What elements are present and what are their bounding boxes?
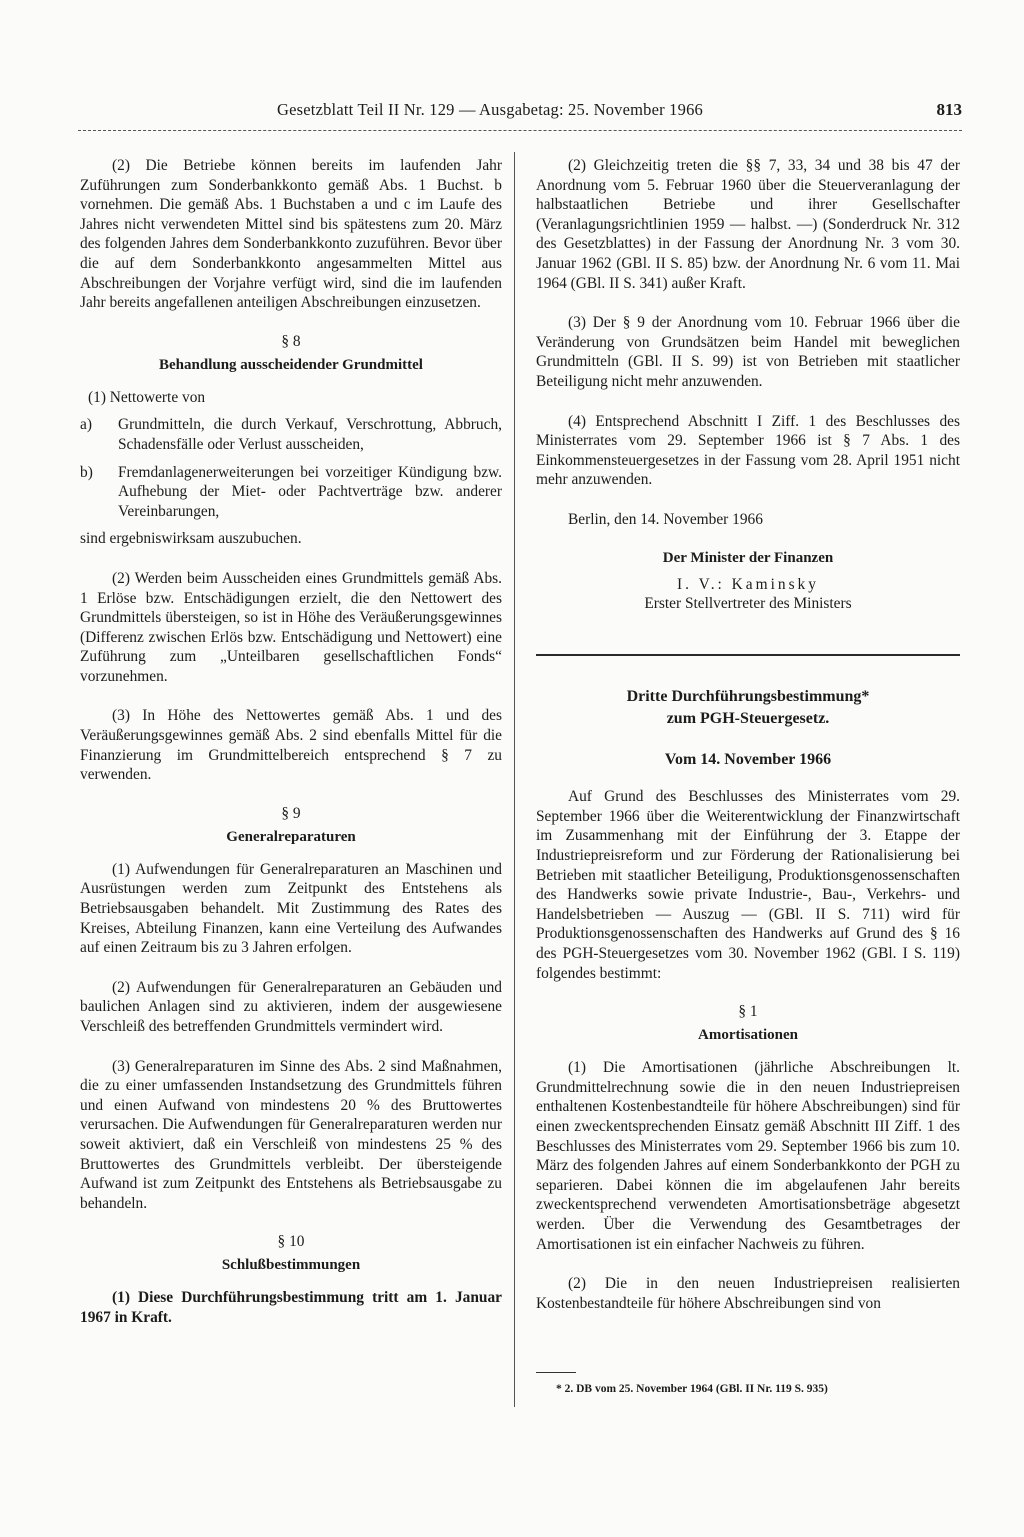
- section-9-title: Generalreparaturen: [226, 828, 356, 845]
- section-8-1-intro: (1) Nettowerte von: [88, 388, 206, 406]
- preamble: Auf Grund des Beschlusses des Ministerrates vom 29. September 1966 über die Weiterentwicklung der Finanzwirtschaft im Zusammenhang mit der Einführung der 3. Etappe der Industriepreisreform und zur Förderung der Rationalisierung bei Betrieben mit staatlicher Beteiligung, Produktionsgenossenschaften des Handwerks sowie private Industrie-, Bau-, Verkehrs- und Handelsbetrieben — Auszug — (GBl. II S. 711) wird für Produktionsgenossenschaften des Handwerks auf Grund des § 16 des PGH-Steuergesetzes vom 30. November 1962 (GBl. I S. 119) folgendes bestimmt:: [536, 788, 960, 982]
- section-8-title: Behandlung ausscheidender Grundmittel: [159, 356, 423, 373]
- paragraph-7-2: (2) Die Betriebe können bereits im laufenden Jahr Zuführungen zum Sonderbankkonto gemäß Abs. 1 Buchst. b vornehmen. Die gemäß Abs. 1 Buchstaben a und c im Laufe des Jahres nicht verwendeten Mittel sind bis spätestens zum 20. März des folgenden Jahres dem Sonderbankkonto zuzuführen. Bevor über die auf dem Sonderbankkonto angesammelten Mittel aus Abschreibungen der Vorjahre verfügt wird, sind die im laufenden Jahr bereits angefallenen anteiligen Abschreibungen einzusetzen.: [80, 157, 502, 312]
- section-8-sign: § 8: [281, 332, 301, 350]
- section-1-title: Amortisationen: [698, 1027, 798, 1044]
- section-8-2: (2) Werden beim Ausscheiden eines Grundmittels gemäß Abs. 1 Erlöse bzw. Entschädigungen erzielt, die den Nettowert des Grundmittels übersteigen, so ist in Höhe des Veräußerungsgewinnes (Differenz zwischen Erlös bzw. Entschädigung und Nettowert) eine Zuführung zum „Unteilbaren gesellschaftlichen Fonds“ vorzunehmen.: [80, 569, 502, 685]
- section-8-3: (3) In Höhe des Nettowertes gemäß Abs. 1 und des Veräußerungsgewinnes gemäß Abs. 2 sind ebenfalls Mittel für die Finanzierung im Grundmittelbereich entsprechend § 7 zu verwenden.: [80, 707, 502, 784]
- section-10-title: Schlußbestimmungen: [221, 1257, 361, 1274]
- section-8-1-outro: sind ergebniswirksam auszubuchen.: [80, 530, 302, 548]
- section-10-4: (4) Entsprechend Abschnitt I Ziff. 1 des Beschlusses des Ministerrates vom 29. September 1966 ist § 7 Abs. 1 des Einkommensteuergesetzes in der Fassung vom 28. April 1951 nicht mehr anzuwenden.: [536, 412, 960, 489]
- footnote-rule: [536, 1372, 576, 1373]
- list-text-b: Fremdanlagenerweiterungen bei vorzeitiger Kündigung bzw. Aufhebung der Miet- oder Pachtverträge bzw. anderer Vereinbarungen,: [118, 463, 502, 520]
- document-date: Vom 14. November 1966: [664, 750, 832, 768]
- section-10-sign: § 10: [277, 1233, 305, 1251]
- document-title-line-1: Dritte Durchführungsbestimmung*: [626, 687, 870, 705]
- signatory-title: Der Minister der Finanzen: [662, 549, 834, 566]
- right-column: [536, 156, 960, 1333]
- section-1-2: (2) Die in den neuen Industriepreisen realisierten Kostenbestandteile für höhere Abschreibungen sind von: [536, 1275, 960, 1312]
- section-1-sign: § 1: [738, 1003, 758, 1021]
- section-8-1-a: [80, 415, 502, 454]
- place-date: Berlin, den 14. November 1966: [568, 510, 763, 528]
- section-9-2: (2) Aufwendungen für Generalreparaturen an Gebäuden und baulichen Anlagen sind zu aktivieren, indem der ausgewiesene Verschleiß des betreffenden Grundmittels vermindert wird.: [80, 978, 502, 1035]
- document-title-line-2: zum PGH-Steuergesetz.: [666, 709, 830, 727]
- section-10-1: (1) Diese Durchführungsbestimmung tritt am 1. Januar 1967 in Kraft.: [80, 1289, 502, 1326]
- section-8-1-b: [80, 463, 502, 522]
- section-9-1: (1) Aufwendungen für Generalreparaturen an Maschinen und Ausrüstungen werden zum Zeitpunkt des Entstehens als Betriebsausgaben behandelt. Mit Zustimmung des Rates des Kreises, Abteilung Finanzen, kann eine Verteilung des Aufwandes auf einen Zeitraum bis zu 3 Jahren erfolgen.: [80, 860, 502, 957]
- page-number: 813: [936, 100, 962, 119]
- list-marker-b: b): [80, 463, 93, 481]
- column-divider: [514, 152, 515, 1407]
- signatory-role: Erster Stellvertreter des Ministers: [644, 595, 852, 613]
- section-9-sign: § 9: [281, 804, 301, 822]
- list-marker-a: a): [80, 416, 92, 434]
- section-10-3: (3) Der § 9 der Anordnung vom 10. Februar 1966 über die Veränderung von Grundsätzen beim Handel mit beweglichen Grundmitteln (GBl. II S. 99) ist von Betrieben mit staatlicher Beteiligung nicht mehr anzuwenden.: [536, 314, 960, 390]
- signatory-name: I. V.: Kaminsky: [677, 575, 819, 593]
- section-10-2: (2) Gleichzeitig treten die §§ 7, 33, 34 und 38 bis 47 der Anordnung vom 5. Februar 1960 über die Steuerveranlagung der halbstaatlichen Betriebe und ihrer Gesellschafter (Veranlagungsrichtlinien 1959 — halbst. —) (Sonderdruck Nr. 312 des Gesetzblattes) in der Fassung der Anordnung Nr. 3 vom 30. Januar 1962 (GBl. II S. 85) bzw. der Anordnung Nr. 6 vom 11. Mai 1964 (GBl. II S. 341) außer Kraft.: [536, 157, 960, 292]
- section-9-3: (3) Generalreparaturen im Sinne des Abs. 2 sind Maßnahmen, die zu einer umfassenden Instandsetzung des Grundmittels führen und einen Aufwand von mindestens 20 % des Bruttowertes verursachen. Die Aufwendungen für Generalreparaturen werden nur soweit aktiviert, daß ein Verschleiß von mindestens 25 % des Bruttowertes des Grundmittels verbleibt. Der übersteigende Aufwand ist zum Zeitpunkt des Entstehens als Betriebsausgabe zu behandeln.: [80, 1057, 502, 1212]
- section-1-1: (1) Die Amortisationen (jährliche Abschreibungen lt. Grundmittelrechnung sowie die in den neuen Industriepreisen enthaltenen Kostenbestandteile für höhere Abschreibungen) sind für einen zweckentsprechenden Einsatz gemäß Abschnitt III Ziff. 1 des Beschlusses des Ministerrates vom 29. September 1966 bis zum 10. März des folgenden Jahres auf einem Sonderbankkonto der PGH zu separieren. Dabei können die im abgelaufenen Jahr bereits zweckentsprechend verwendeten Amortisationsbeträge abgesetzt werden. Über die Verwendung des Gesamtbetrages der Amortisationen ist ein einfacher Nachweis zu führen.: [536, 1059, 960, 1253]
- section-rule: [536, 654, 960, 656]
- footnote: * 2. DB vom 25. November 1964 (GBl. II Nr. 119 S. 935): [556, 1383, 828, 1395]
- left-column: [80, 156, 502, 1348]
- running-title: Gesetzblatt Teil II Nr. 129 — Ausgabetag: 25. November 1966: [277, 100, 703, 119]
- header-rule: [78, 130, 962, 131]
- page-header: [78, 100, 962, 128]
- list-text-a: Grundmitteln, die durch Verkauf, Verschrottung, Abbruch, Schadensfälle oder Verlust ausscheiden,: [118, 416, 502, 453]
